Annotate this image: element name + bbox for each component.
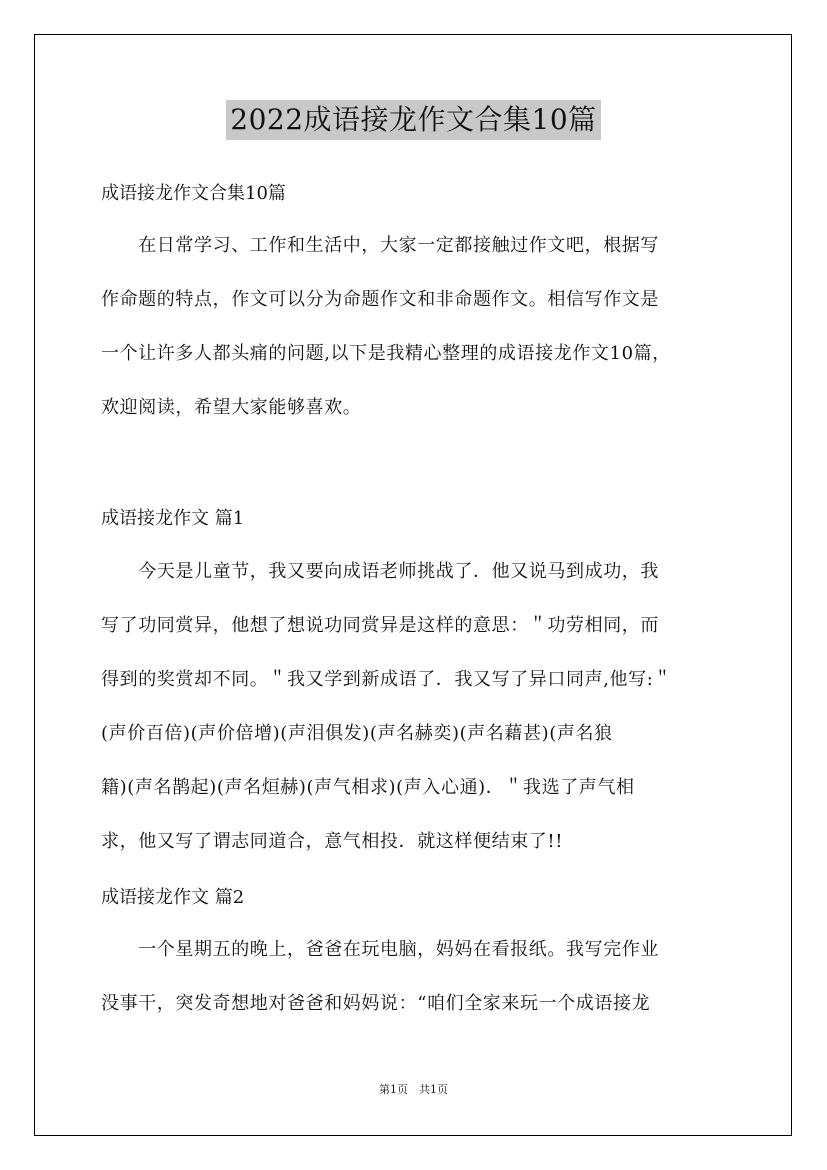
section1-heading: 成语接龙作文 篇1 [101, 508, 245, 529]
section1-paragraph [101, 545, 731, 869]
section1-line: 籍)(声名鹊起)(声名烜赫)(声气相求)(声入心通)．＂我选了声气相 [101, 777, 635, 798]
subtitle: 成语接龙作文合集10篇 [101, 183, 286, 204]
intro-line: 一个让许多人都头痛的问题,以下是我精心整理的成语接龙作文10篇， [101, 343, 671, 364]
intro-paragraph [101, 219, 731, 435]
section1-line: 求，他又写了谓志同道合，意气相投．就这样便结束了!! [101, 831, 564, 852]
document-title-block [0, 100, 827, 140]
section2-heading: 成语接龙作文 篇2 [101, 887, 245, 908]
page-footer: 第1页 共1页 [379, 1083, 448, 1096]
section1-line: (声价百倍)(声价倍增)(声泪俱发)(声名赫奕)(声名藉甚)(声名狼 [101, 723, 613, 744]
intro-line: 在日常学习、工作和生活中，大家一定都接触过作文吧，根据写 [101, 235, 659, 256]
section1-line: 写了功同赏异，他想了想说功同赏异是这样的意思：＂功劳相同，而 [101, 615, 659, 636]
intro-line: 欢迎阅读，希望大家能够喜欢。 [101, 397, 362, 418]
section2-line: 一个星期五的晚上，爸爸在玩电脑，妈妈在看报纸。我写完作业 [101, 939, 659, 960]
section1-line: 得到的奖赏却不同。＂我又学到新成语了．我又写了异口同声,他写:＂ [101, 669, 672, 690]
section2-paragraph [101, 923, 731, 1031]
section2-line: 没事干，突发奇想地对爸爸和妈妈说：“咱们全家来玩一个成语接龙 [101, 993, 651, 1014]
section1-line: 今天是儿童节，我又要向成语老师挑战了．他又说马到成功，我 [101, 561, 659, 582]
document-title: 2022成语接龙作文合集10篇 [226, 100, 600, 140]
intro-line: 作命题的特点，作文可以分为命题作文和非命题作文。相信写作文是 [101, 289, 659, 310]
